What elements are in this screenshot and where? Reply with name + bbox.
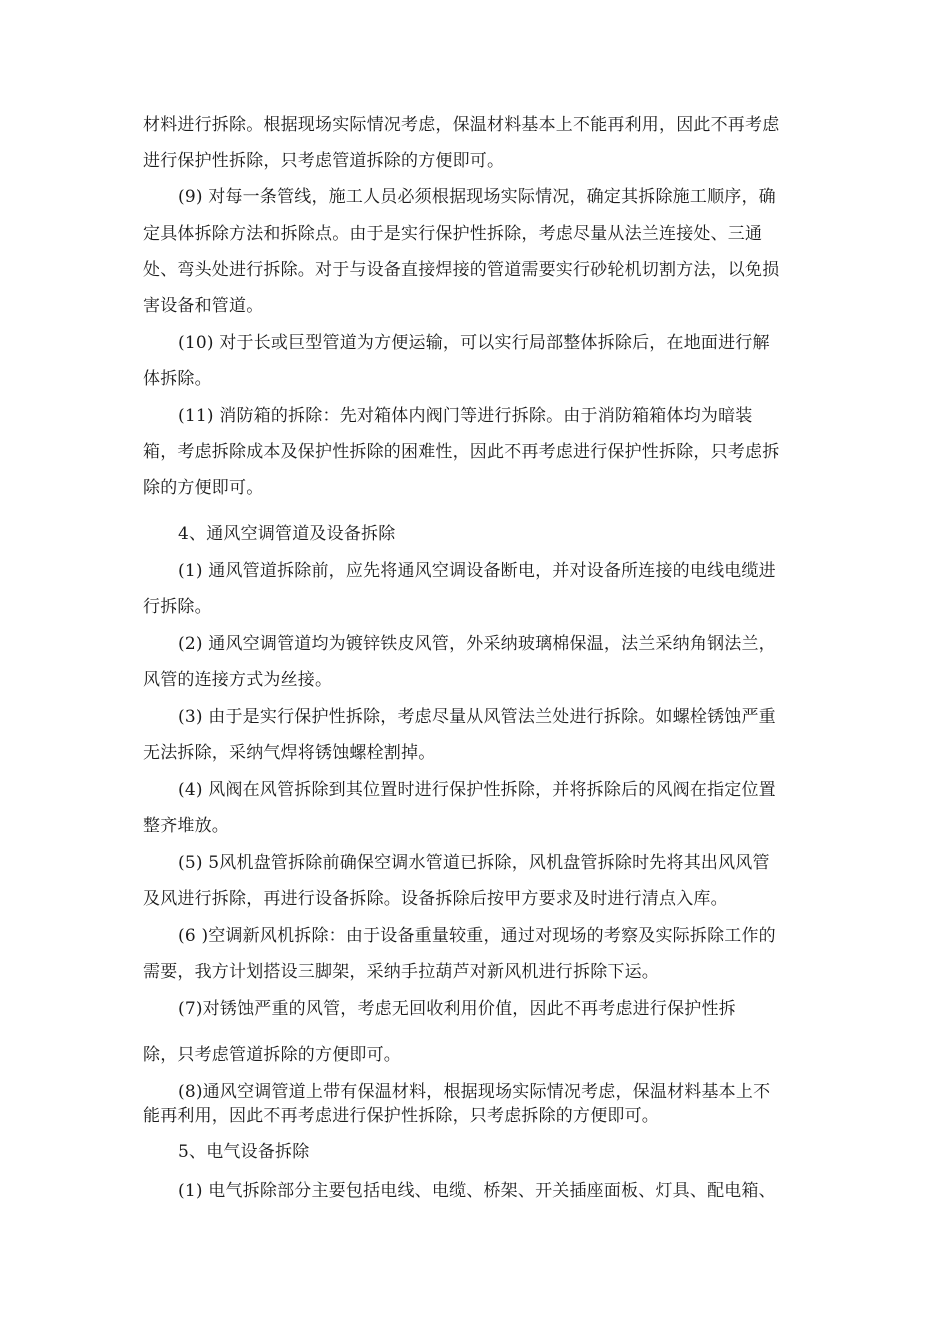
text-line: (2) 通风空调管道均为镀锌铁皮风管，外采纳玻璃棉保温，法兰采纳角钢法兰， [178, 634, 776, 654]
text-line: 除，只考虑管道拆除的方便即可。 [143, 1045, 401, 1065]
text-line: (6 )空调新风机拆除：由于设备重量较重，通过对现场的考察及实际拆除工作的 [178, 926, 776, 946]
text-line: 除的方便即可。 [143, 478, 264, 498]
text-line: 能再利用，因此不再考虑进行保护性拆除，只考虑拆除的方便即可。 [143, 1106, 659, 1126]
text-line: (8)通风空调管道上带有保温材料，根据现场实际情况考虑，保温材料基本上不 [178, 1082, 771, 1102]
text-line: 及风进行拆除，再进行设备拆除。设备拆除后按甲方要求及时进行清点入库。 [143, 889, 728, 909]
text-line: (7)对锈蚀严重的风管，考虑无回收利用价值，因此不再考虑进行保护性拆 [178, 999, 736, 1019]
section-heading: 4、通风空调管道及设备拆除 [178, 524, 396, 544]
text-line: 无法拆除，采纳气焊将锈蚀螺栓割掉。 [143, 743, 436, 763]
text-line: (1) 电气拆除部分主要包括电线、电缆、桥架、开关插座面板、灯具、配电箱、 [178, 1181, 776, 1201]
text-line: 定具体拆除方法和拆除点。由于是实行保护性拆除，考虑尽量从法兰连接处、三通 [143, 224, 763, 244]
text-line: 风管的连接方式为丝接。 [143, 670, 333, 690]
text-line: 体拆除。 [143, 369, 212, 389]
text-line: (4) 风阀在风管拆除到其位置时进行保护性拆除，并将拆除后的风阀在指定位置 [178, 780, 776, 800]
text-line: (9) 对每一条管线，施工人员必须根据现场实际情况，确定其拆除施工顺序，确 [178, 187, 776, 207]
text-line: (11) 消防箱的拆除：先对箱体内阀门等进行拆除。由于消防箱箱体均为暗装 [178, 406, 753, 426]
text-line: (3) 由于是实行保护性拆除，考虑尽量从风管法兰处进行拆除。如螺栓锈蚀严重 [178, 707, 776, 727]
text-line: (10) 对于长或巨型管道为方便运输，可以实行局部整体拆除后，在地面进行解 [178, 333, 770, 353]
text-line: 需要，我方计划搭设三脚架，采纳手拉葫芦对新风机进行拆除下运。 [143, 962, 659, 982]
text-line: 整齐堆放。 [143, 816, 229, 836]
text-line: 害设备和管道。 [143, 296, 264, 316]
text-line: 进行保护性拆除，只考虑管道拆除的方便即可。 [143, 151, 505, 171]
text-line: 箱，考虑拆除成本及保护性拆除的困难性，因此不再考虑进行保护性拆除，只考虑拆 [143, 442, 780, 462]
section-heading: 5、电气设备拆除 [178, 1142, 310, 1162]
text-line: (1) 通风管道拆除前，应先将通风空调设备断电，并对设备所连接的电线电缆进 [178, 561, 776, 581]
text-line: 行拆除。 [143, 597, 212, 617]
text-line: 材料进行拆除。根据现场实际情况考虑，保温材料基本上不能再利用，因此不再考虑 [143, 115, 780, 135]
text-line: (5) 5风机盘管拆除前确保空调水管道已拆除，风机盘管拆除时先将其出风风管 [178, 853, 770, 873]
text-line: 处、弯头处进行拆除。对于与设备直接焊接的管道需要实行砂轮机切割方法，以免损 [143, 260, 780, 280]
